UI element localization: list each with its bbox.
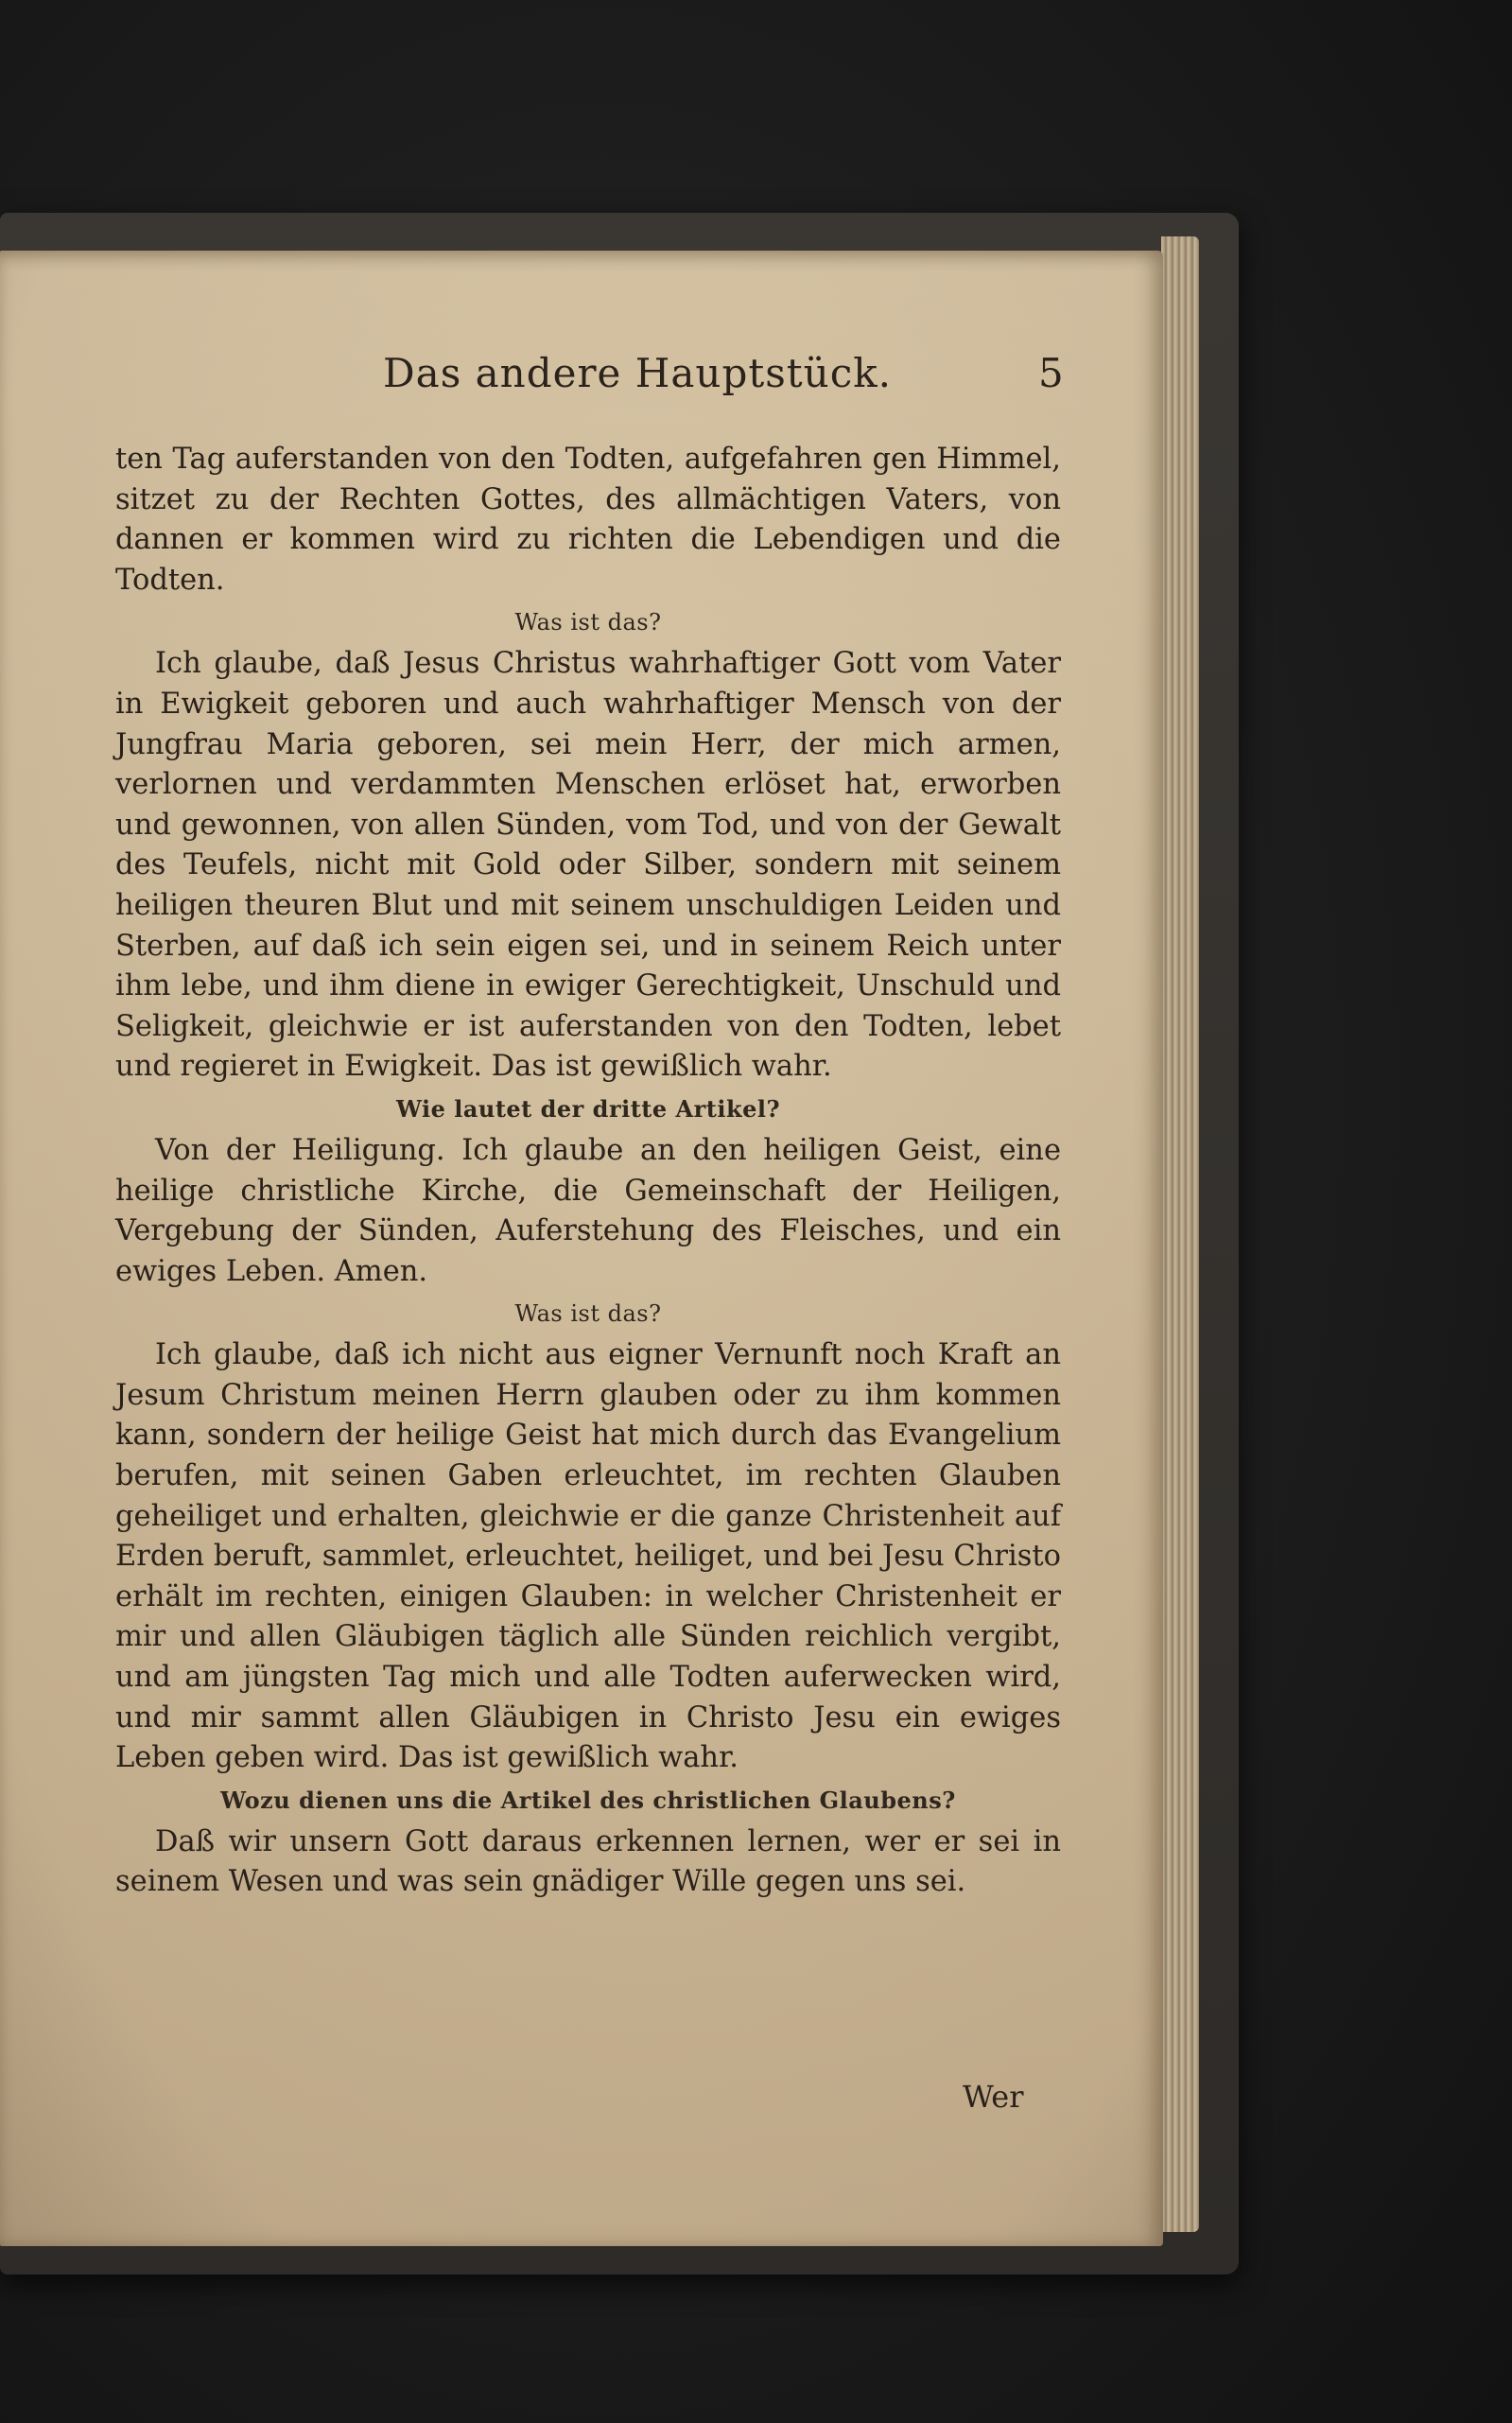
main-text [115,440,1061,1903]
question-heading: Wozu dienen uns die Artikel des christlichen Glaubens? [220,1786,956,1814]
book-page [0,251,1163,2246]
article-heading: Wie lautet der dritte Artikel? [395,1094,781,1123]
page-number: 5 [1038,350,1064,396]
catchword: Wer [963,2079,1024,2115]
question-heading: Was ist das? [514,1300,662,1328]
running-title: Das andere Hauptstück. [383,350,893,396]
answer-paragraph: Daß wir unsern Gott daraus erkennen lernen, wer er sei in seinem Wesen und was sein gnädiger Wille gegen uns sei. [115,1824,1061,1899]
question-heading: Was ist das? [514,609,662,636]
paragraph-continuation: ten Tag auferstanden von den Todten, aufgefahren gen Himmel, sitzet zu der Rechten Gottes, des allmächtigen Vaters, von dannen er kommen wird zu richten die Lebendigen und die Todten. [115,443,1061,597]
running-head [0,350,1163,407]
article-paragraph: Von der Heiligung. Ich glaube an den heiligen Geist, eine heilige christliche Kirche, die Gemeinschaft der Heiligen, Vergebung der Sünden, Auferstehung des Fleisches, und ein ewiges Leben. Amen. [115,1133,1061,1288]
page-edges [1161,236,1199,2232]
answer-paragraph: Ich glaube, daß ich nicht aus eigner Vernunft noch Kraft an Jesum Christum meinen Herrn glauben oder zu ihm kommen kann, sondern der heilige Geist hat mich durch das Evangelium berufen, mit seinen Gaben erleuchtet, im rechten Glauben geheiliget und erhalten, gleichwie er die ganze Christenheit auf Erden beruft, sammlet, erleuchtet, heiliget, und bei Jesu Christo erhält im rechten, einigen Glauben: in welcher Christenheit er mir und allen Gläubigen täglich alle Sünden reichlich vergibt, und am jüngsten Tag mich und alle Todten auferwecken wird, und mir sammt allen Gläubigen in Christo Jesu ein ewiges Leben geben wird. Das ist gewißlich wahr. [115,1338,1061,1775]
answer-paragraph: Ich glaube, daß Jesus Christus wahrhaftiger Gott vom Vater in Ewigkeit geboren und auch wahrhaftiger Mensch von der Jungfrau Maria geboren, sei mein Herr, der mich armen, verlornen und verdammten Menschen erlöset hat, erworben und gewonnen, von allen Sünden, vom Tod, und von der Gewalt des Teufels, nicht mit Gold oder Silber, sondern mit seinem heiligen theuren Blut und mit seinem unschuldigen Leiden und Sterben, auf daß ich sein eigen sei, und in seinem Reich unter ihm lebe, und ihm diene in ewiger Gerechtigkeit, Unschuld und Seligkeit, gleichwie er ist auferstanden von den Todten, lebet und regieret in Ewigkeit. Das ist gewißlich wahr. [115,647,1061,1084]
